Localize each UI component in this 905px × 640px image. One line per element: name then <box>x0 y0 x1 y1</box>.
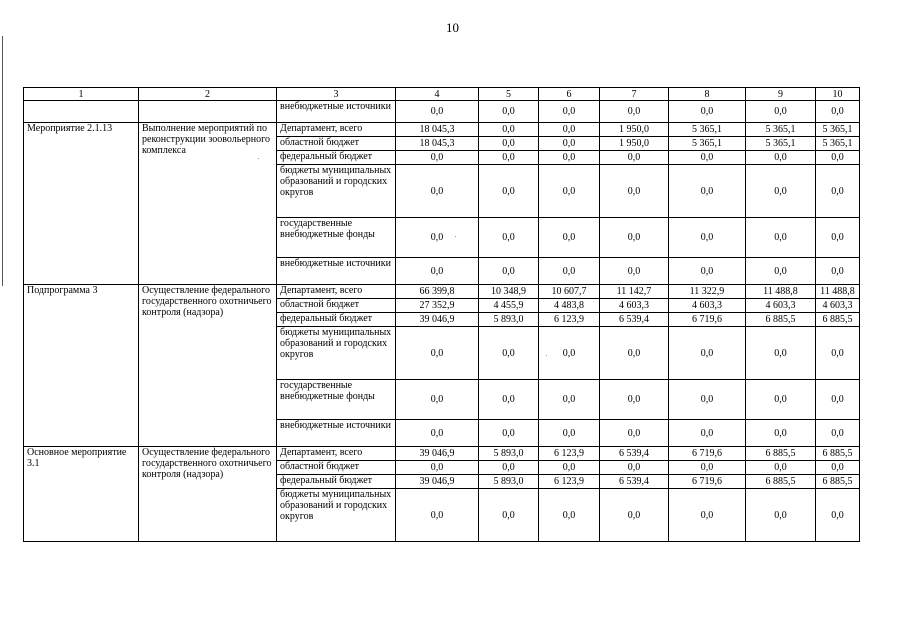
program-description-cell: Осуществление федерального государственного охотничьего контроля (надзора) <box>139 447 277 542</box>
amount-cell: 0,0 <box>396 327 479 380</box>
amount-cell: 39 046,9 <box>396 447 479 461</box>
amount-cell: 0,0 <box>669 461 746 475</box>
table-row <box>24 447 860 461</box>
program-description-cell: Выполнение мероприятий по реконструкции зоовольерного комплекса <box>139 123 277 285</box>
amount-cell: 0,0 <box>816 380 860 420</box>
amount-cell: 10 607,7 <box>539 285 600 299</box>
amount-cell: 27 352,9 <box>396 299 479 313</box>
amount-cell: 0,0 <box>669 489 746 542</box>
amount-cell: 4 603,3 <box>600 299 669 313</box>
amount-cell: 18 045,3 <box>396 123 479 137</box>
scan-edge-line <box>2 36 3 286</box>
amount-cell: 0,0 <box>816 327 860 380</box>
amount-cell: 0,0 <box>396 165 479 218</box>
amount-cell: 0,0 <box>539 489 600 542</box>
amount-cell: 0,0 <box>600 258 669 285</box>
amount-cell: 6 885,5 <box>816 475 860 489</box>
amount-cell: 0,0 <box>396 461 479 475</box>
amount-cell: 5 365,1 <box>746 123 816 137</box>
column-number: 9 <box>746 88 816 101</box>
amount-cell: 4 603,3 <box>816 299 860 313</box>
amount-cell: 0,0 <box>816 258 860 285</box>
column-number: 8 <box>669 88 746 101</box>
amount-cell: 6 539,4 <box>600 313 669 327</box>
amount-cell: 0,0 <box>396 258 479 285</box>
amount-cell: 0,0 <box>669 327 746 380</box>
program-description-cell: Осуществление федерального государственного охотничьего контроля (надзора) <box>139 285 277 447</box>
amount-cell: 0,0 <box>479 489 539 542</box>
program-name-cell: Подпрограмма 3 <box>24 285 139 447</box>
page-number: 10 <box>446 20 459 35</box>
amount-cell: 0,0 <box>600 327 669 380</box>
amount-cell: 0,0 <box>746 101 816 123</box>
amount-cell: 39 046,9 <box>396 475 479 489</box>
amount-cell: 5 365,1 <box>816 137 860 151</box>
column-number: 1 <box>24 88 139 101</box>
amount-cell: 0,0 <box>479 165 539 218</box>
amount-cell: 0,0 <box>746 489 816 542</box>
amount-cell: 0,0 <box>669 151 746 165</box>
amount-cell: 6 885,5 <box>816 447 860 461</box>
amount-cell: 6 719,6 <box>669 447 746 461</box>
funding-source-cell: областной бюджет <box>277 137 396 151</box>
amount-cell: 0,0 <box>396 489 479 542</box>
program-name-cell: Мероприятие 2.1.13 <box>24 123 139 285</box>
column-number: 4 <box>396 88 479 101</box>
funding-source-cell: бюджеты муниципальных образований и городских округов <box>277 327 396 380</box>
amount-cell: 0,0 <box>479 461 539 475</box>
amount-cell: 5 365,1 <box>669 137 746 151</box>
amount-cell: 0,0 <box>479 218 539 258</box>
amount-cell: 0,0 <box>479 137 539 151</box>
amount-cell: 0,0 <box>479 327 539 380</box>
amount-cell: 4 483,8 <box>539 299 600 313</box>
amount-cell: 11 322,9 <box>669 285 746 299</box>
amount-cell: 0,0 <box>539 151 600 165</box>
amount-cell: 0,0 <box>396 101 479 123</box>
amount-cell: 0,0 <box>600 380 669 420</box>
program-description-cell <box>139 101 277 123</box>
table-row <box>24 123 860 137</box>
column-number: 6 <box>539 88 600 101</box>
amount-cell: 39 046,9 <box>396 313 479 327</box>
amount-cell: 0,0 <box>600 489 669 542</box>
column-number-row <box>24 88 860 101</box>
amount-cell: 0,0 <box>746 380 816 420</box>
amount-cell: 5 893,0 <box>479 475 539 489</box>
amount-cell: 0,0 <box>479 258 539 285</box>
amount-cell: 0,0 <box>479 151 539 165</box>
amount-cell: 0,0 <box>539 380 600 420</box>
amount-cell: 6 885,5 <box>816 313 860 327</box>
amount-cell: 4 603,3 <box>669 299 746 313</box>
funding-source-cell: внебюджетные источники <box>277 258 396 285</box>
amount-cell: 0,0 <box>539 137 600 151</box>
column-number: 2 <box>139 88 277 101</box>
amount-cell: 6 123,9 <box>539 475 600 489</box>
funding-source-cell: государственные внебюджетные фонды <box>277 218 396 258</box>
amount-cell: 0,0 <box>539 327 600 380</box>
table-body <box>24 101 860 542</box>
amount-cell: 0,0 <box>539 218 600 258</box>
amount-cell: 18 045,3 <box>396 137 479 151</box>
amount-cell: 0,0 <box>539 101 600 123</box>
program-name-cell: Основное мероприятие 3.1 <box>24 447 139 542</box>
table-row <box>24 285 860 299</box>
amount-cell: 1 950,0 <box>600 137 669 151</box>
program-name-cell <box>24 101 139 123</box>
column-number: 3 <box>277 88 396 101</box>
amount-cell: 0,0 <box>669 165 746 218</box>
column-number: 10 <box>816 88 860 101</box>
amount-cell: 6 885,5 <box>746 447 816 461</box>
amount-cell: 6 885,5 <box>746 313 816 327</box>
amount-cell: 6 719,6 <box>669 475 746 489</box>
amount-cell: 0,0 <box>539 420 600 447</box>
amount-cell: 0,0 <box>539 165 600 218</box>
amount-cell: 11 488,8 <box>746 285 816 299</box>
amount-cell: 11 142,7 <box>600 285 669 299</box>
amount-cell: 0,0 <box>539 258 600 285</box>
amount-cell: 0,0 <box>396 218 479 258</box>
funding-source-cell: внебюджетные источники <box>277 101 396 123</box>
funding-source-cell: Департамент, всего <box>277 285 396 299</box>
amount-cell: 4 455,9 <box>479 299 539 313</box>
amount-cell: 6 123,9 <box>539 447 600 461</box>
funding-source-cell: Департамент, всего <box>277 123 396 137</box>
amount-cell: 0,0 <box>669 420 746 447</box>
amount-cell: 5 365,1 <box>816 123 860 137</box>
amount-cell: 0,0 <box>479 101 539 123</box>
amount-cell: 6 885,5 <box>746 475 816 489</box>
amount-cell: 6 719,6 <box>669 313 746 327</box>
amount-cell: 0,0 <box>816 218 860 258</box>
funding-source-cell: Департамент, всего <box>277 447 396 461</box>
amount-cell: 11 488,8 <box>816 285 860 299</box>
amount-cell: 4 603,3 <box>746 299 816 313</box>
amount-cell: 0,0 <box>396 380 479 420</box>
amount-cell: 1 950,0 <box>600 123 669 137</box>
amount-cell: 0,0 <box>396 420 479 447</box>
amount-cell: 6 123,9 <box>539 313 600 327</box>
amount-cell: 0,0 <box>600 461 669 475</box>
amount-cell: 0,0 <box>816 489 860 542</box>
amount-cell: 0,0 <box>816 101 860 123</box>
budget-table <box>23 87 860 542</box>
funding-source-cell: внебюджетные источники <box>277 420 396 447</box>
amount-cell: 0,0 <box>669 380 746 420</box>
amount-cell: 5 893,0 <box>479 447 539 461</box>
amount-cell: 0,0 <box>669 218 746 258</box>
funding-source-cell: федеральный бюджет <box>277 313 396 327</box>
funding-source-cell: государственные внебюджетные фонды <box>277 380 396 420</box>
amount-cell: 0,0 <box>746 327 816 380</box>
amount-cell: 0,0 <box>479 123 539 137</box>
amount-cell: 0,0 <box>746 461 816 475</box>
amount-cell: 66 399,8 <box>396 285 479 299</box>
amount-cell: 5 365,1 <box>669 123 746 137</box>
amount-cell: 0,0 <box>479 380 539 420</box>
amount-cell: 0,0 <box>396 151 479 165</box>
amount-cell: 0,0 <box>539 461 600 475</box>
funding-source-cell: областной бюджет <box>277 461 396 475</box>
amount-cell: 0,0 <box>746 165 816 218</box>
amount-cell: 0,0 <box>816 461 860 475</box>
amount-cell: 0,0 <box>669 101 746 123</box>
table-row <box>24 101 860 123</box>
amount-cell: 0,0 <box>539 123 600 137</box>
column-number: 5 <box>479 88 539 101</box>
amount-cell: 6 539,4 <box>600 447 669 461</box>
amount-cell: 0,0 <box>816 420 860 447</box>
amount-cell: 5 893,0 <box>479 313 539 327</box>
amount-cell: 0,0 <box>746 258 816 285</box>
amount-cell: 0,0 <box>600 420 669 447</box>
amount-cell: 5 365,1 <box>746 137 816 151</box>
amount-cell: 10 348,9 <box>479 285 539 299</box>
funding-source-cell: федеральный бюджет <box>277 475 396 489</box>
amount-cell: 0,0 <box>600 218 669 258</box>
funding-source-cell: бюджеты муниципальных образований и городских округов <box>277 165 396 218</box>
funding-source-cell: бюджеты муниципальных образований и городских округов <box>277 489 396 542</box>
amount-cell: 0,0 <box>669 258 746 285</box>
amount-cell: 0,0 <box>816 165 860 218</box>
column-number: 7 <box>600 88 669 101</box>
funding-source-cell: областной бюджет <box>277 299 396 313</box>
amount-cell: 0,0 <box>600 101 669 123</box>
amount-cell: 0,0 <box>816 151 860 165</box>
funding-source-cell: федеральный бюджет <box>277 151 396 165</box>
amount-cell: 0,0 <box>600 151 669 165</box>
amount-cell: 0,0 <box>746 218 816 258</box>
amount-cell: 6 539,4 <box>600 475 669 489</box>
amount-cell: 0,0 <box>479 420 539 447</box>
amount-cell: 0,0 <box>746 420 816 447</box>
amount-cell: 0,0 <box>746 151 816 165</box>
amount-cell: 0,0 <box>600 165 669 218</box>
